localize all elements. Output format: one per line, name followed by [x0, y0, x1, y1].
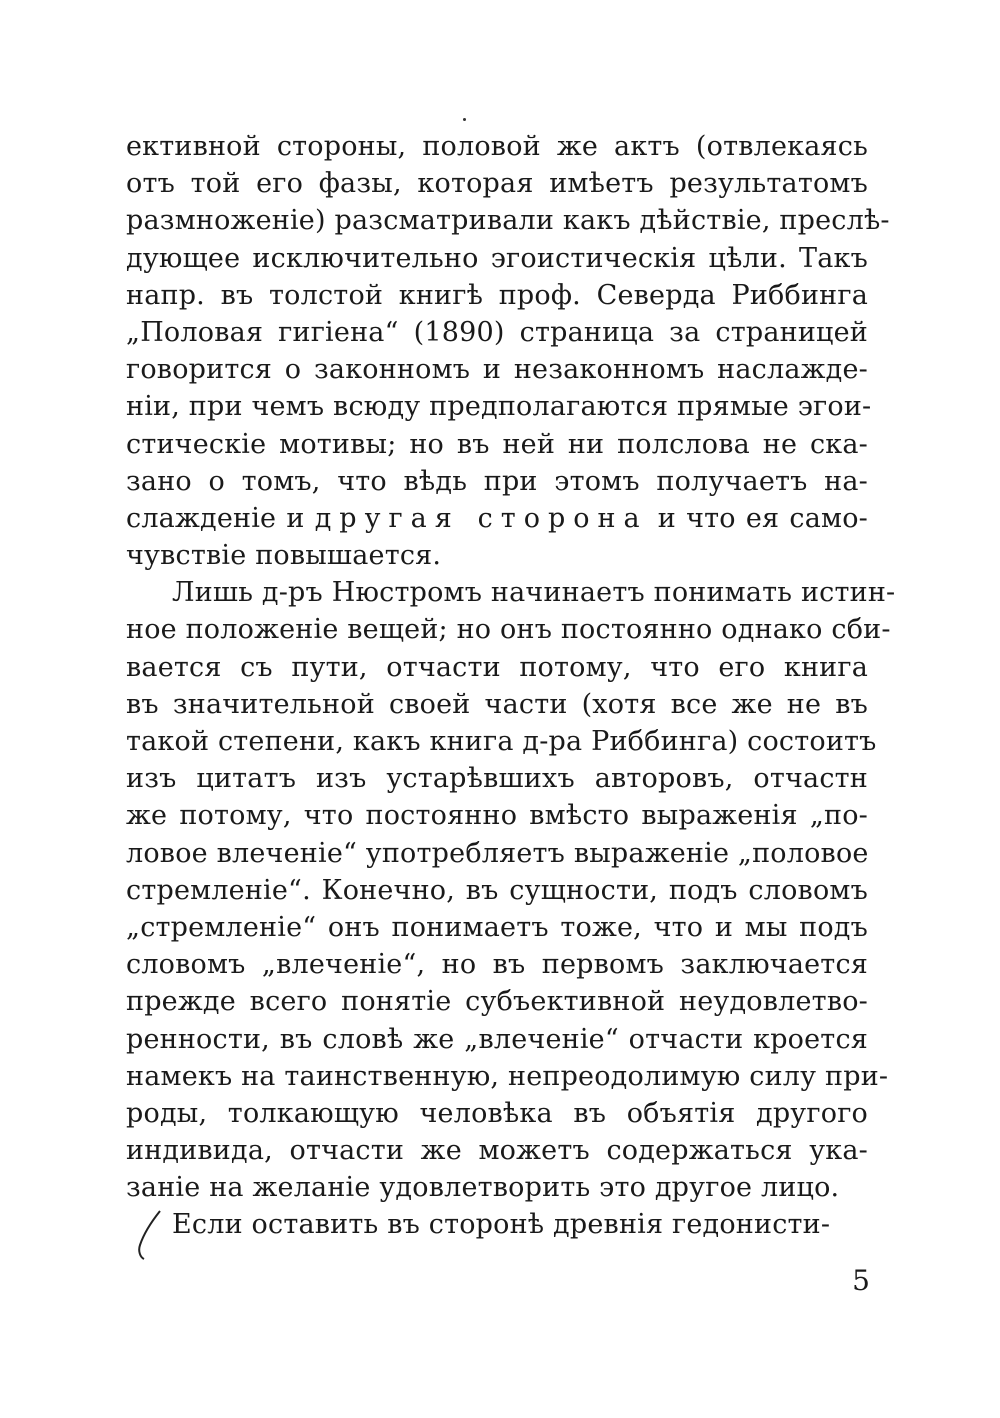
text-line: „стремленіе“ онъ понимаетъ тоже, что и мы подъ: [126, 911, 868, 943]
page-number: 5: [852, 1264, 870, 1297]
text-line: зано о томъ, что вѣдь при этомъ получаетъ на-: [126, 465, 868, 497]
text-line: намекъ на таинственную, непреодолимую силу при-: [126, 1060, 889, 1092]
text-line: же потому, что постоянно вмѣсто выраженія „по-: [126, 800, 868, 832]
text-line: стическіе мотивы; но въ ней ни полслова не ска-: [126, 428, 868, 460]
handwritten-mark: [134, 1207, 164, 1263]
text-line: дующее исключительно эгоистическія цѣли. Такъ: [126, 242, 868, 274]
text-line: такой степени, какъ книга д-ра Риббинга) состоитъ: [126, 726, 877, 757]
text-segment: слажденіе и: [126, 502, 315, 534]
text-line: размноженіе) разсматривали какъ дѣйствіе, преслѣ-: [126, 205, 890, 237]
text-line: стремленіе“. Конечно, въ сущности, подъ словомъ: [126, 874, 868, 906]
text-line: индивида, отчасти же можетъ содержаться ука-: [126, 1135, 868, 1167]
text-line: прежде всего понятіе субъективной неудовлетво-: [126, 986, 868, 1018]
text-line: ніи, при чемъ всюду предполагаются прямые эгои-: [126, 391, 872, 423]
text-segment: и что ея само-: [647, 502, 869, 534]
paragraph-start-line: Если оставить въ сторонѣ древнія гедонисти-: [172, 1209, 831, 1241]
text-line: изъ цитатъ изъ устарѣвшихъ авторовъ, отчастн: [126, 763, 868, 795]
text-line: говорится о законномъ и незаконномъ наслажде-: [126, 354, 868, 386]
paragraph-start-line: Лишь д-ръ Нюстромъ начинаетъ понимать истин-: [172, 577, 896, 609]
text-line: ловое влеченіе“ употребляетъ выраженіе „половое: [126, 837, 869, 869]
text-line: словомъ „влеченіе“, но въ первомъ заключается: [126, 949, 868, 981]
text-line: отъ той его фазы, которая имѣетъ результатомъ: [126, 168, 868, 200]
text-line-emphasis: [126, 500, 868, 537]
spaced-emphasis: другая сторона: [314, 502, 648, 534]
body-text: [126, 128, 896, 1244]
text-line: ренности, въ словѣ же „влеченіе“ отчасти кроется: [126, 1023, 868, 1055]
text-line: въ значительной своей части (хотя все же не въ: [126, 688, 868, 720]
text-line: заніе на желаніе удовлетворить это другое лицо.: [126, 1172, 840, 1204]
text-line: „Половая гигіена“ (1890) страница за страницей: [126, 316, 868, 348]
text-line: напр. въ толстой книгѣ проф. Северда Риббинга: [126, 279, 868, 311]
ink-speck: [463, 118, 466, 121]
text-line: ективной стороны, половой же актъ (отвлекаясь: [126, 131, 868, 162]
text-line: роды, толкающую человѣка въ объятія другого: [126, 1097, 868, 1129]
text-line: вается съ пути, отчасти потому, что его книга: [126, 651, 868, 683]
text-line: чувствіе повышается.: [126, 540, 442, 572]
text-line: ное положеніе вещей; но онъ постоянно однако сби-: [126, 614, 891, 646]
